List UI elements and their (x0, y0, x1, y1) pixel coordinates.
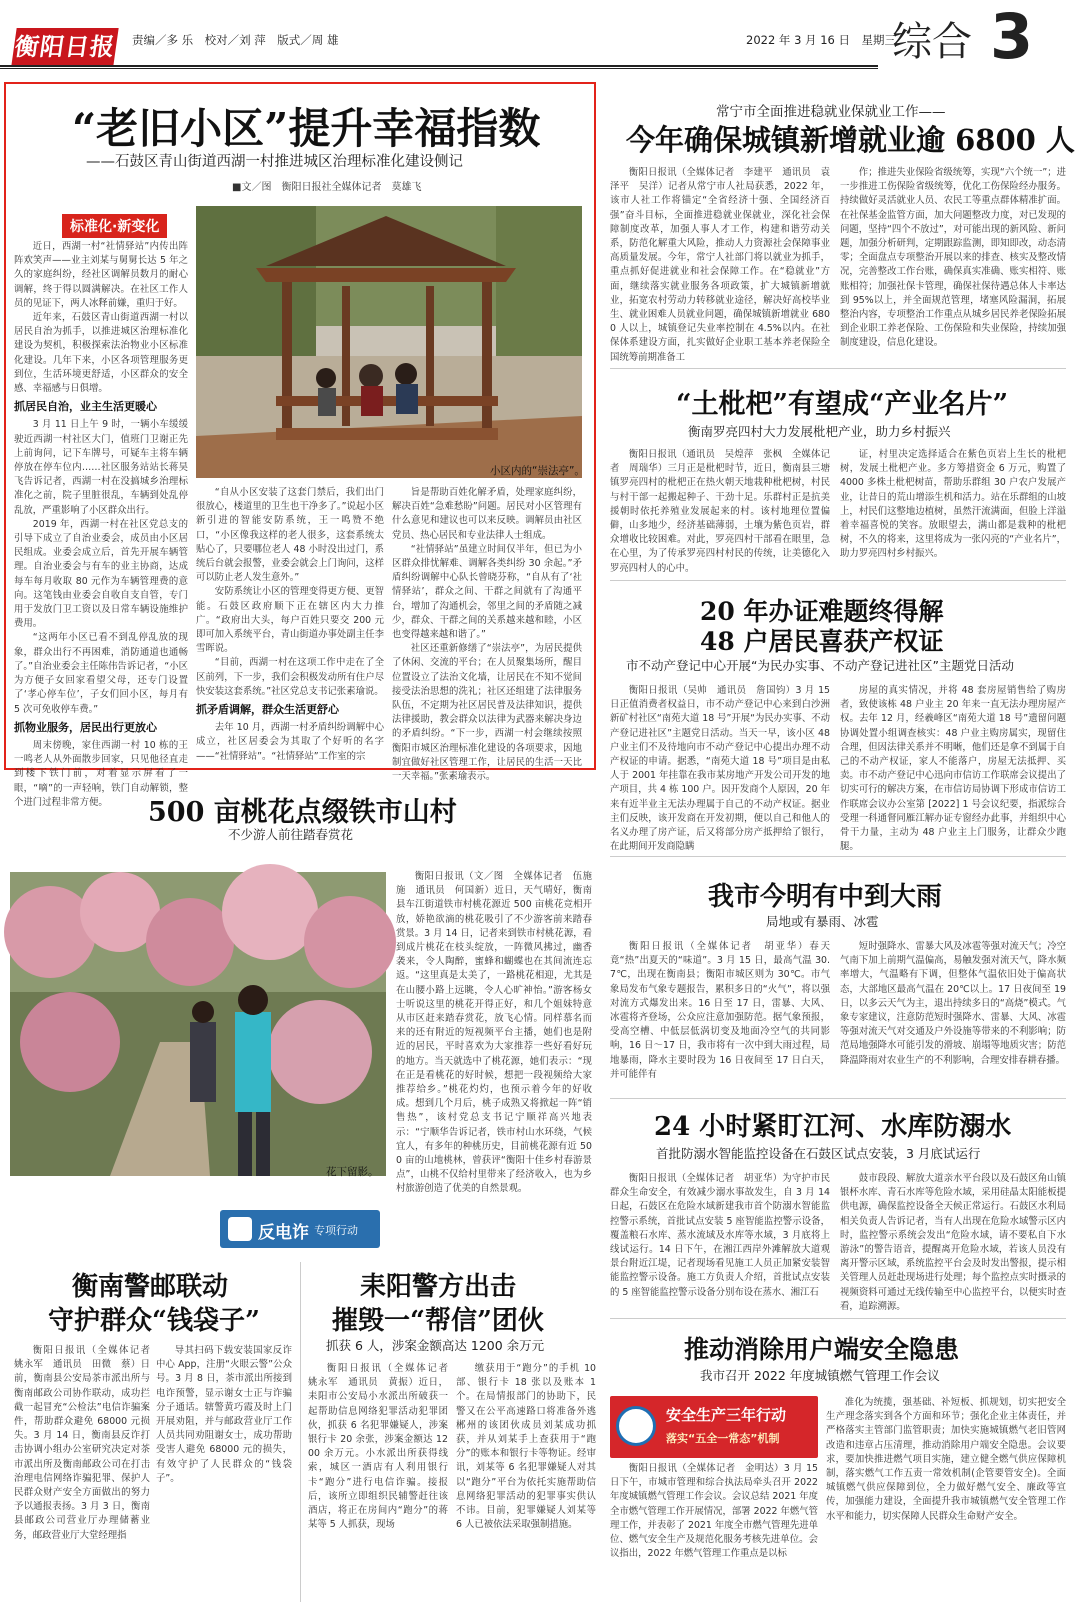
a1-section-tag: 标准化·新变化 (62, 214, 167, 238)
a1-col1-p2: 近年来，石鼓区青山街道西湖一村以居民自治为抓手，以推进城区治理标准化建设为契机，积极探索法治物业小区标准化建设。几年下来，小区各项管理服务更到位，生活环境更舒适，小区群众的安全感、幸福感与日俱增。 (14, 312, 188, 395)
a3-title: “土枇杷”有望成“产业名片” (676, 389, 1009, 420)
safety-badge-icon (616, 1406, 656, 1446)
a1-col2-p4: 去年 10 月，西湖一村矛盾纠纷调解中心成立，社区居委会为其取了个好听的名字——“社情驿站”。“社情驿站”工作室的宗 (196, 722, 384, 762)
a1-col1-p5: “这两年小区已看不到乱停乱放的现象，群众出行不再困难，消防通道也通畅了。”自治业委会主任陈伟告诉记者，“小区为方便子女回家看望父母，还专门设置了‘孝心停车位’，子女们回小区，每月有 5 次可免收停车费。” (14, 632, 188, 715)
a9-col2: 导其扫码下载安装国家反诈中心 App，注册“火眼云警”公众号。3 月 8 日，茶市派出所接到电诈预警，显示谢女士正与诈骗分子通话。辖警黄巧霞及时上门开展劝阻，并与邮政营业厅工作人员共同劝阻谢女士，成功帮助受害人避免 68000 元的损失，有效守护了人民群众的“钱袋子”。 (156, 1345, 292, 1484)
peach-blossom-illustration (10, 872, 386, 1176)
a1-title: “老旧小区”提升幸福指数 (72, 104, 541, 153)
a1-col2-p3: “目前，西湖一村在这项工作中走在了全区前列，下一步，我们会积极发动所有住户尽快安装这套系统。”社区党总支书记张素瑜说。 (196, 657, 384, 697)
a1-col3-p2: “社情驿站”虽建立时间仅半年，但已为小区群众排忧解难、调解各类纠纷 30 余起。”矛盾纠纷调解中心队长曾晓芬称，“自从有了‘社情驿站’，群众之间、干群之间就有了沟通平台，增加了沟通机会，邻里之间的矛盾随之减少，群众、干群之间的关系越来越和睦，小区也变得越来越和谐了。” (392, 543, 582, 641)
a8-banner-line2: 落实“五全一常态”机制 (666, 1432, 780, 1445)
a8-safety-banner (610, 1396, 818, 1458)
a1-byline: ■文／图 衡阳日报社全媒体记者 莫雄飞 (232, 182, 422, 193)
a7-subtitle: 首批防溺水智能监控设备在石鼓区试点安装，3 月底试运行 (656, 1146, 981, 1161)
anti-fraud-sub: 专项行动 (314, 1224, 358, 1237)
divider (610, 368, 1066, 369)
anti-fraud-banner (220, 1210, 380, 1248)
a2-title: 今年确保城镇新增就业逾 6800 人 (626, 123, 1075, 157)
a7-col2: 鼓市段段、解放大道亲水平台段以及石鼓区角山镇银杯水库、青石水库等危险水域，采用硅晶太阳能板提供电源，确保监控设备全天候正常运行。石鼓区水利局相关负责人告诉记者，当有人出现在危险水域警示区内时，监控警示系统会发出“危险水域，请不要私自下水游泳”的警告语音，提醒离开危险水域，若该人员没有离开警示区域，系统监控平台会及时发出警报，提示相关管理人员赶赴现场进行处理；每个监控点实时摄录的视频资料可通过无线传输至中心监控平台，以便实时查看，追踪溯源。 (840, 1173, 1066, 1312)
a1-subhead-3: 抓矛盾调解，群众生活更舒心 (196, 703, 339, 717)
phone-icon (228, 1217, 252, 1241)
a5-photo-caption: 花下留影。 (326, 1166, 379, 1178)
a1-subhead-2: 抓物业服务，居民出行更放心 (14, 720, 157, 734)
a10-col1: 衡阳日报讯（全媒体记者 姚永军 通讯员 黄振）近日，耒阳市公安局小水派出所破获一起帮助信息网络犯罪活动犯罪团伙，抓获 6 名犯罪嫌疑人，涉案银行卡 20 余张，涉案金额达 1200 余万元。小水派出所获得线索，城区一酒店有人利用银行卡“跑分”进行电信诈骗。接报后，该所立即组织民辅警赶往该酒店，将正在房间内“跑分”的蒋某等 5 人抓获，现场 (308, 1363, 458, 1531)
a1-col1-p4: 2019 年，西湖一村在社区党总支的引导下成立了自治业委会，成员由小区居民组成。业委会成立后，首先开展车辆管理。自治业委会与有车的业主协商，达成每车每月收取 80 元作为车辆管理费的意向。这笔钱由业委会自收自支自管，专门用于发放门卫工资以及日常车辆设施维护费用。 (14, 518, 188, 630)
a8-subtitle: 我市召开 2022 年度城镇燃气管理工作会议 (700, 1368, 940, 1383)
anti-fraud-text: 反电诈 (258, 1223, 309, 1243)
a6-subtitle: 局地或有暴雨、冰雹 (766, 914, 879, 929)
a2-col2: 作；推进失业保险省级统筹，实现“六个统一”；进一步推进工伤保险省级统筹，优化工伤保险经办服务。持续做好灵活就业人员、农民工等重点群体精准扩面。在社保基金监管方面，加大问题整改力度，对已发现的问题，坚持“四个不放过”，对可能出现的新风险、新问题，加强分析研判，定期跟踪监测，即知即改，动态清零；全面盘点专项整治开展以来的排查、核实及整改情况，完善整改工作台账，确保真实准确、账实相符、账账相符；加强社保卡管理，确保社保待遇总体人卡率达到 95%以上，并全面规范管理，堵塞风险漏洞，拓展整治内容，专项整治工作重点从城乡居民养老保险拓展到企业职工养老保险、工伤保险和失业保险，持续加强制度建设，信息化建设。 (840, 167, 1066, 349)
a1-col1 (14, 240, 188, 808)
pavilion-illustration (196, 206, 582, 478)
a10-title-line2: 摧毁一“帮信”团伙 (332, 1306, 544, 1336)
a7-title: 24 小时紧盯江河、水库防溺水 (654, 1112, 1012, 1142)
a3-col2: 证，村里决定选择适合在紫色页岩上生长的枇杷树，发展土枇杷产业。多方筹措资金 6 万元，购置了 4000 多株土枇杷树苗，帮助乐群组 30 户农户发展产业，让昔日的荒山增添生机和活力。站在乐群组的山坡上，村民们这整地边植树，虽然汗流满面，但脸上洋溢着幸福喜悦的笑容。放眼望去，满山都是栽种的枇杷树，不久的将来，这里将成为一张闪亮的“产业名片”，助力罗亮四村乡村振兴。 (840, 449, 1066, 560)
a4-col1: 衡阳日报讯（吴帅 通讯员 詹国钧）3 月 15 日正值消费者权益日，市不动产登记中心来到白沙洲新矿村社区“南苑大道 18 号”开展“为民办实事、不动产登记进社区”主题党日活动。当天一早，该小区 48 户业主们不及待地向市不动产登记中心提出办理不动产权证的申请。据悉，“南苑大道 18 号”项目是由私人于 2001 年挂靠在我市某房地产开发公司开发的地产项目，共 4 栋 100 户。因开发商个人原因，20 年来有近半业主无法办理属于自己的不动产权证。据业主们反映，该开发商在开发初期，便以自己和他人的名义办理了房产证，后又将部分房产抵押给了银行，在此期间开发商隐瞒 (610, 685, 830, 853)
a8-col1: 衡阳日报讯（全媒体记者 金明达）3 月 15 日下午，市城市管理和综合执法局牵头召开 2022 年度城镇燃气管理工作会议。会议总结 2021 年度全市燃气管理工作开展情况，部署 2022 年燃气管理工作，并表彰了 2021 年度全市燃气管理先进单位、燃气安全生产及规范化服务考核先进单位。会议指出，2022 年燃气管理工作重点是以标 (610, 1463, 818, 1560)
masthead-rule (0, 65, 878, 67)
a3-col1: 衡阳日报讯（通讯员 吴煌萍 张枫 全媒体记者 周瑞华）三月正是枇杷时节，近日，衡南县三塘镇罗亮四村的枇杷正在热火朝天地栽种枇杷树，村民与村干部一起搬起种子、干劲十足。乐群村正是抗美援朝时依托养殖业发展起来的村。该村地理位置偏僻，山多地少，经济基础薄弱，土壤为紫色页岩，群众增收比较困难。对此，罗亮四村干部看在眼里，急在心里，为了传承罗亮四村村民的传统，让美德化入罗亮四村人的心中。 (610, 449, 830, 574)
a8-banner-line1: 安全生产三年行动 (666, 1406, 787, 1424)
a8-col2: 准化为统揽，强基础、补短板、抓规划，切实把安全生产理念落实到各个方面和环节；强化企业主体责任，并严格落实主管部门监管职责；加快实施城镇燃气老旧管网改造和违章占压清理，推动消除用户端安全隐患。会议要求，要加快推进燃气项目实施，建立健全燃气供应保障机制，落实燃气工作五责一常效机制(企管要管安全)。全面城镇燃气供应保障到位，全力做好燃气安全、廉政等宣传，加强能力建设，全面提升我市城镇燃气安全管理工作水平和能力，切实保障人民群众生命财产安全。 (826, 1397, 1066, 1522)
masthead (0, 0, 1080, 78)
a1-col3 (392, 486, 582, 783)
page-number: 3 (990, 0, 1034, 73)
a4-col2: 房屋的真实情况，并将 48 套房屋销售给了购房者，致使该栋 48 户业主 20 年来一直无法办理房屋产权。去年 12 月，经羲峰区“南苑大道 18 号”遗留问题协调处置小组调查核实：48 户业主购房属实，现留住合理，但因法律关系并不明晰，他们还是拿不到属于自己的不动产权证，家人不能落户，房屋无法抵押、买卖。市不动产登记中心迅向市信访工作联席会议提出了切实可行的解决方案，在市信访局协调下形成市信访工作联席会议办公室第 [2022] 1 号会议纪要，指派综合受理一科通督同雁江解办证专窗经办此事，并组织中心骨干力量，主动为 48 户业主上门服务，让群众少跑腿。 (840, 685, 1066, 853)
a3-subtitle: 衡南罗亮四村大力发展枇杷产业，助力乡村振兴 (688, 424, 951, 439)
a7-col1: 衡阳日报讯（全媒体记者 胡亚华）为守护市民群众生命安全，有效减少溺水事故发生，自 3 月 14 日起，石鼓区在危险水域新建我市首个防溺水智能监控警示系统，首批试点安装 5 座智能监控警示设备，覆盖粮石水库、蒸水流域及水库等水域，3 月底将上线试运行。14 日下午，在湘江西岸外滩解放大道观景台附近江堤，记者现场看见施工人员正加紧安装智能监控警示设备。施工方负责人介绍，首批试点安装的 5 座智能监控警示设备分别布设在蒸水、湘江石 (610, 1173, 830, 1298)
editor-credits: 责编／多 乐 校对／刘 萍 版式／周 雄 (132, 33, 339, 47)
a5-photo-peach-blossom (10, 872, 386, 1176)
a1-col2-p2: 安防系统让小区的管理变得更方便、更智能。石鼓区政府顺下正在辖区内大力推广。“政府出大头，每户百姓只要交 200 元即可加入系统平台，青山街道办事处副主任李雪晖说。 (196, 586, 384, 655)
a10-subtitle: 抓获 6 人，涉案金额高达 1200 余万元 (326, 1338, 545, 1353)
a1-col2-p1: “自从小区安装了这套门禁后，我们出门很放心，楼道里的卫生也干净多了。”说起小区新引进的智能安防系统，王一鸣赞不绝口，“小区像我这样的老人很多，这套系统太贴心了，只要哪位老人 48 小时没出过门，系统后台就会报警，业委会就会上门询问，这样可以防止老人发生意外。” (196, 487, 384, 584)
a1-col3-p3: 社区还重新修缮了“崇法亭”，为居民提供了休闲、交流的平台；在人员聚集场所，醒目位置设立了法治文化墙，让居民在不知不觉间接受法治思想的洗礼；社区还组建了法律服务队伍，不定期为社区居民普及法律知识，提供法律援助，教会群众以法律为武器来解决身边的矛盾纠纷。“下一步，西湖一村会继续按照衡阳市城区治理标准化建设的各项要求，因地制宜做好社区管理工作，让居民的生活一天比一天幸福。”张素瑜表示。 (392, 643, 582, 783)
a6-col2: 短时强降水、雷暴大风及冰雹等强对流天气；冷空气南下加上前期气温偏高，易触发强对流天气，降水频率增大，气温略有下调，但整体气温依旧处于偏高状态，大部地区最高气温在 20℃以上。17 日夜间至 19 日，以多云天气为主，退出持续多日的“高烧”模式。气象专家建议，注意防范短时强降水、雷暴、大风、冰雹等强对流天气对交通及户外设施等带来的不利影响；防范局地强降水可能引发的滑坡、崩塌等地质灾害；防范降温降雨对农业生产的不利影响，合理安排春耕春播。 (840, 941, 1066, 1066)
divider (610, 856, 1066, 857)
divider (610, 1318, 1066, 1319)
a5-body: 衡阳日报讯（文／图 全媒体记者 伍施施 通讯员 何国新）近日，天气晴好，衡南县车江街道铁市村桃花源近 500 亩桃花竞相开放，娇艳欲滴的桃花吸引了不少游客前来踏春赏景。3 月 14 日，记者来到铁市村桃花源，看到成片桃花在枝头绽放，一阵微风拂过，幽香袭来，令人陶醉，蜜蜂和蝴蝶也在其间流连忘返。“这里真是太美了，一路桃花相迎，尤其是在山腰小路上远眺，令人心旷神怡。”游客杨女士听说这里的桃花开得正好，和几个姐妹特意从市区赶来踏春赏花，放飞心情。同样慕名而来的还有附近的短视频平台主播，她们也是附近的居民，平时喜欢为大家推荐一些好看好玩的地方。当天就选中了桃花源，她们表示：“现在正是看桃花的好时候，想把一段视频给大家推荐给乡。”桃花灼灼，也预示着今年的好收成。想到几个月后，桃子成熟又将掀起一阵“销售热”，该村党总支书记宁顺祥高兴地表示：“宁顺华告诉记者，铁市村山水环绕，气候宜人，有多年的种桃历史，目前桃花源有近 500 亩的山地桃林，曾获评“衡阳十佳乡村春游景点”，山桃不仅给村里带来了经济收入，也为乡村旅游创造了优美的自然景观。 (396, 871, 592, 1195)
a10-col2: 缴获用于“跑分”的手机 10 部、银行卡 18 张以及账本 1 个。在局情报部门的协助下，民警又在公平高速路口将准备外逃郴州的该团伙成员刘某成功抓获，并从刘某手上查获用于“跑分”的账本和银行卡等物证。经审讯，刘某等 6 名犯罪嫌疑人对其以“跑分”平台为依托实施帮助信息网络犯罪活动的犯罪事实供认不讳。目前，犯罪嫌疑人刘某等 6 人已被依法采取强制措施。 (456, 1363, 596, 1531)
a5-subtitle: 不少游人前往踏春赏花 (228, 827, 354, 842)
a1-col3-p1: 旨是帮助百姓化解矛盾，处理家庭纠纷，解决百姓“急难愁盼”问题。居民对小区管理有什么意见和建议也可以来反映。调解员由社区党员、热心居民和专业法律人士组成。 (392, 487, 582, 541)
a1-subhead-1: 抓居民自治，业主生活更暖心 (14, 400, 157, 414)
divider (300, 1262, 301, 1602)
a8-title: 推动消除用户端安全隐患 (684, 1335, 960, 1364)
a1-col2 (196, 486, 384, 762)
a4-subtitle: 市不动产登记中心开展“为民办实事、不动产登记进社区”主题党日活动 (626, 658, 1014, 673)
a4-title-line2: 48 户居民喜获产权证 (700, 627, 944, 656)
a1-photo-pavilion (196, 206, 582, 478)
newspaper-logo: 衡阳日报 (11, 28, 118, 66)
a1-col1-p6: 周末傍晚，家住西湖一村 10 栋的王一鸣老人从外面散步回家，只见他径直走到楼下铁门前，对着显示屏看了一眼，“嘀”的一声轻响，铁门自动解锁，整个进门过程非常方便。 (14, 739, 188, 808)
a2-kicker: 常宁市全面推进稳就业保就业工作—— (716, 104, 946, 120)
a5-title: 500 亩桃花点缀铁市山村 (148, 797, 457, 828)
a10-title-line1: 耒阳警方出击 (360, 1272, 517, 1302)
a1-col1-p1: 近日，西湖一村“社情驿站”内传出阵阵欢笑声——业主刘某与舅舅长达 5 年之久的家庭纠纷，经社区调解员数月的耐心调解，终于得以圆满解决。在社区工作人员的见证下，两人冰释前嫌，重归于好。 (14, 241, 188, 309)
a6-col1: 衡阳日报讯（全媒体记者 胡亚华）春天竟“热”出夏天的“味道”。3 月 15 日，最高气温 30.7℃，出现在衡南县；衡阳市城区则为 30℃。市气象局发布气象专题报告，累积多日的“火气”，将以强对流方式爆发出来。16 日至 17 日，雷暴、大风、冰雹将齐登场，公众应注意加强防范。据气象预报，受高空槽、中低层低涡切变及地面冷空气的共同影响，16 日～17 日，我市将有一次中到大雨过程，局地暴雨，降水主要时段为 16 日夜间至 17 日白天，并可能伴有 (610, 941, 830, 1080)
a9-title-line2: 守护群众“钱袋子” (48, 1306, 260, 1336)
a9-title-line1: 衡南警邮联动 (72, 1272, 229, 1302)
a1-subtitle: ——石鼓区青山街道西湖一村推进城区治理标准化建设侧记 (86, 154, 463, 170)
a9-col1: 衡阳日报讯（全媒体记者 姚永军 通讯员 田微 蔡）日前，衡南县公安局茶市派出所与衡南邮政公司协作联动，成功拦截一起冒充“公检法”电信诈骗案件，帮助群众避免 68000 元损失。3 月 14 日，衡南县反诈打击协调小组办公室研究决定对茶市派出所及衡南邮政公司在打击治理电信网络诈骗犯罪、保护人民群众财产安全方面做出的努力予以通报表扬。3 月 3 日，衡南县邮政公司营业厅办理储蓄业务，邮政营业厅大堂经理指 (14, 1345, 160, 1541)
a2-col1: 衡阳日报讯（全媒体记者 李建平 通讯员 袁泽平 吴洋）记者从常宁市人社局获悉，2022 年，该市人社工作将锚定“全省经济十强、全国经济百强”奋斗目标，全面推进稳就业保就业，深化社会保障制度改革，加强人事人才工作，构建和谐劳动关系，防范化解重大风险，推动人力资源社会保障事业高质量发展。今年，常宁人社部门将以就业为抓手，重点抓好促进就业和社会保障工作。在“稳就业”方面，继续落实就业服务各项政策，扩大城镇新增就业，拓宽农村劳动力转移就业途径，解决好高校毕业生、就业困难人员就业问题，确保城镇新增就业 6800 人以上，城镇登记失业率控制在 4.5%以内。在社保体系建设方面，扎实做好企业职工基本养老保险全国统筹前期准备工 (610, 167, 830, 363)
masthead-rule-thin (0, 68, 878, 69)
a6-title: 我市今明有中到大雨 (708, 882, 943, 912)
section-name: 综合 (892, 19, 972, 65)
divider (610, 1098, 1066, 1099)
a1-photo-caption: 小区内的“崇法亭”。 (490, 465, 585, 477)
divider (610, 580, 1066, 581)
a4-title-line1: 20 年办证难题终得解 (700, 597, 944, 626)
issue-date: 2022 年 3 月 16 日 星期三 (746, 33, 896, 47)
a1-col1-p3: 3 月 11 日上午 9 时，一辆小车缓缓驶近西湖一村社区大门，值班门卫谢正先上前询问，记下车牌号，可疑车主将车辆停放在停车位内……社区服务站站长蒋昊飞告诉记者，西湖一村在没搞城乡治理标准化之前，院子里脏很乱，车辆到处乱停乱放，严重影响了小区群众出行。 (14, 419, 188, 516)
